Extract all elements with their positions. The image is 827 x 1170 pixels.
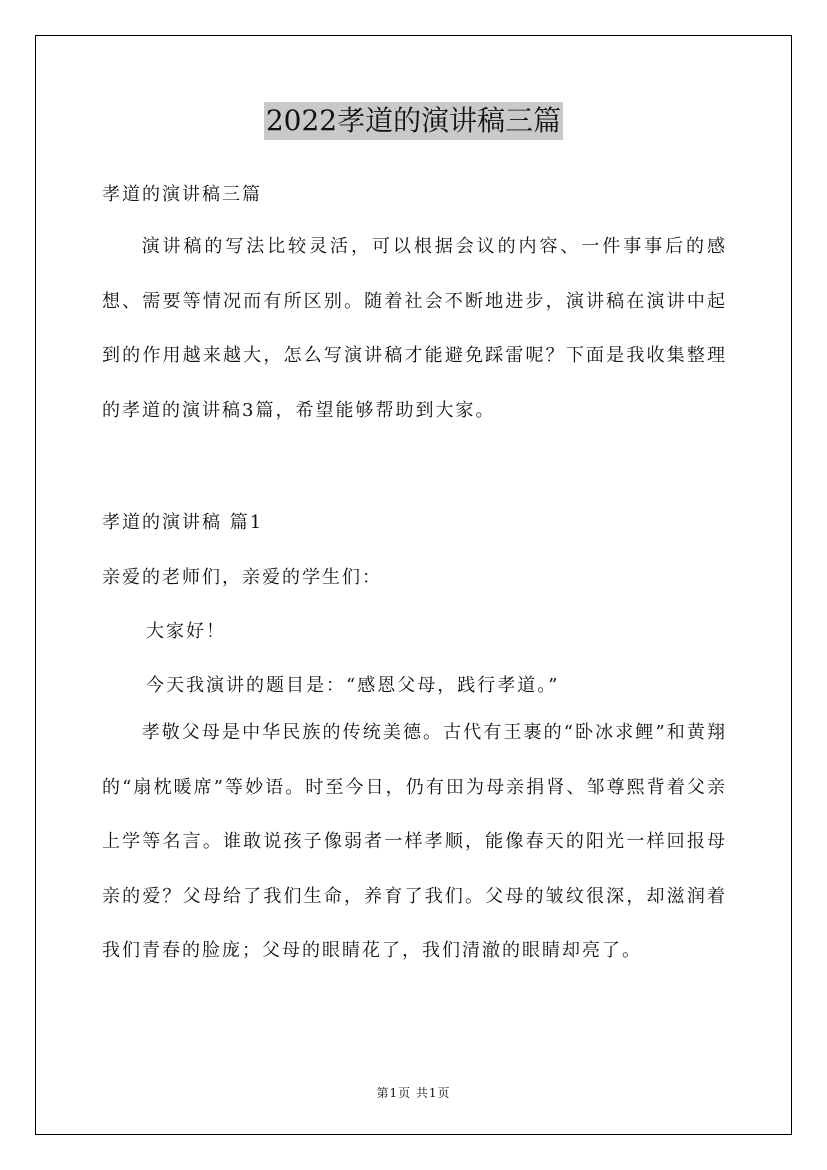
salutation-line: 亲爱的老师们，亲爱的学生们： [102,567,382,588]
page-footer [0,1084,827,1101]
document-subtitle: 孝道的演讲稿三篇 [102,184,262,205]
intro-paragraph: 演讲稿的写法比较灵活，可以根据会议的内容、一件事事后的感想、需要等情况而有所区别。随着社会不断地进步，演讲稿在演讲中起到的作用越来越大，怎么写演讲稿才能避免踩雷呢？下面是我收集整理的孝道的演讲稿3篇，希望能够帮助到大家。 [102,236,727,421]
section-heading: 孝道的演讲稿 篇1 [102,512,264,533]
greeting-line: 大家好！ [146,621,226,642]
topic-line: 今天我演讲的题目是：“感恩父母，践行孝道。” [146,675,560,696]
document-title: 2022孝道的演讲稿三篇 [264,102,563,140]
body-paragraph: 孝敬父母是中华民族的传统美德。古代有王裹的“卧冰求鲤”和黄翔的“扇枕暖席”等妙语。时至今日，仍有田为母亲捐肾、邹尊熙背着父亲上学等名言。谁敢说孩子像弱者一样孝顺，能像春天的阳光一样回报母亲的爱？父母给了我们生命，养育了我们。父母的皱纹很深，却滋润着我们青春的脸庞；父母的眼睛花了，我们清澈的眼睛却亮了。 [102,722,727,961]
page-number-label: 第1页 共1页 [376,1086,451,1100]
title-container [0,102,827,140]
